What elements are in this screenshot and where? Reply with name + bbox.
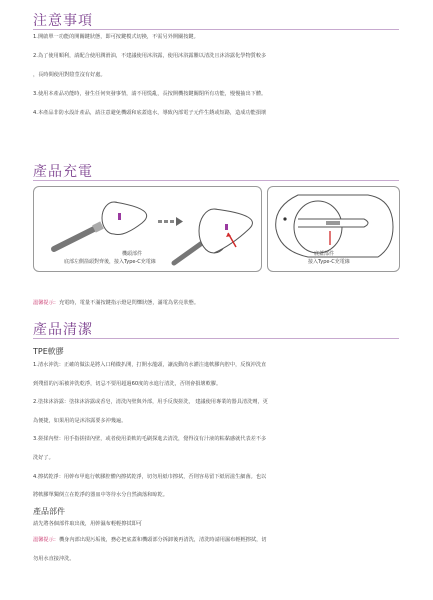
cleaning-divider	[33, 338, 399, 339]
head-part-caption: 機頭部件	[122, 251, 143, 257]
clean-step-4-cont: 將軟膠單獨倒立在乾淨的器皿中等待水分自然滴落和晾乾。	[33, 492, 168, 498]
clean-step-3: 3.搓揉內壁：用手指搓揉內壁，或者使用柔軟的毛刷探進去清洗，覺得沒有汁液的粘黏感就代表差不多	[33, 436, 267, 442]
head-part-panel	[33, 186, 262, 272]
notice-item-4: 4.本產品非防水設計產品，請注意避免機頭和底蓋進水，導致內部電子元件生銹或短路，造成功能損壞	[33, 110, 267, 116]
clean-step-4: 4.擦拭乾淨：用幹布甲進行軟膠腔體內擦拭乾淨，切勿用紙巾擦拭，否則容易留下紙屑滋生細菌。也以	[33, 474, 267, 480]
notice-item-1: 1.開啟單一功能的開關鍵狀態，即可按鍵模式切換，不需另外開關按鍵。	[33, 34, 199, 40]
clean-step-2-cont: 為便捷，如果用的是沐浴露要多沖幾遍。	[33, 418, 127, 424]
warm-tip-text: 機身內部出現污垢後，務必把底蓋和機頭部分拆卸後再清洗，清洗時請用濕布輕輕擦拭，切	[58, 537, 267, 543]
notice-title: 注意事項	[33, 13, 93, 29]
warm-tip-label: 溫馨提示：	[33, 537, 59, 543]
clean-step-1: 1.清水沖洗：正確的做法是將入口稍微扒開，打開水龍頭，讓流動的水灌注進軟膠內腔中，反復沖洗直	[33, 362, 267, 368]
notice-item-3: 3.使用本產品功能時，發生任何突發事情，請不用慌亂，長按開機按鍵關閉所有功能，慢慢抽出下體。	[33, 91, 267, 97]
charging-warm-tip	[33, 300, 199, 307]
clean-step-2: 2.塗抹沐浴露：塗抹沐浴露或香皂，清洗內壁與外部，用手反復搓洗， 建議使用專業的器具清洗劑，更	[33, 399, 268, 405]
notice-item-2: 2.為了使用順利，請配合使用潤滑油，不建議使用沐浴露，使用沐浴露難以清洗且沐浴露化學物質較多	[33, 53, 267, 59]
clean-step-1-cont: 到殘留的污垢被沖洗乾淨，切忌不要用超過60度的水進行清洗，否則會損壞軟膠。	[33, 381, 222, 387]
parts-heading: 產品部件	[33, 507, 65, 516]
charging-title: 產品充電	[33, 164, 93, 180]
cap-part-panel	[267, 186, 400, 272]
notice-item-2-cont: ，長時間使用對陰莖沒有好處。	[33, 72, 106, 78]
cap-part-instruction: 接入Type-C充電線	[308, 259, 350, 265]
cap-part-caption: 底蓋部件	[314, 251, 335, 257]
clean-step-3-cont: 洗好了。	[33, 455, 54, 461]
warm-tip-text: 充電時，電量不滿按鍵指示燈是閃爍狀態，滿電為常亮狀態。	[58, 300, 200, 306]
cleaning-title: 產品清潔	[33, 322, 93, 338]
notice-divider	[33, 29, 399, 30]
warm-tip-label: 溫馨提示：	[33, 300, 59, 306]
cleaning-warm-tip	[33, 537, 266, 544]
head-part-instruction: 底部左側箭頭對齊後，接入Type-C充電線	[64, 259, 156, 265]
arrow-right-icon	[158, 217, 183, 226]
parts-text: 請先將各個部件取出後，用幹濕布輕輕擦拭即可	[33, 521, 142, 527]
cleaning-warm-tip-cont: 勿用水直接沖洗。	[33, 556, 75, 562]
tpe-heading: TPE軟膠	[33, 347, 64, 356]
charging-divider	[33, 180, 399, 181]
